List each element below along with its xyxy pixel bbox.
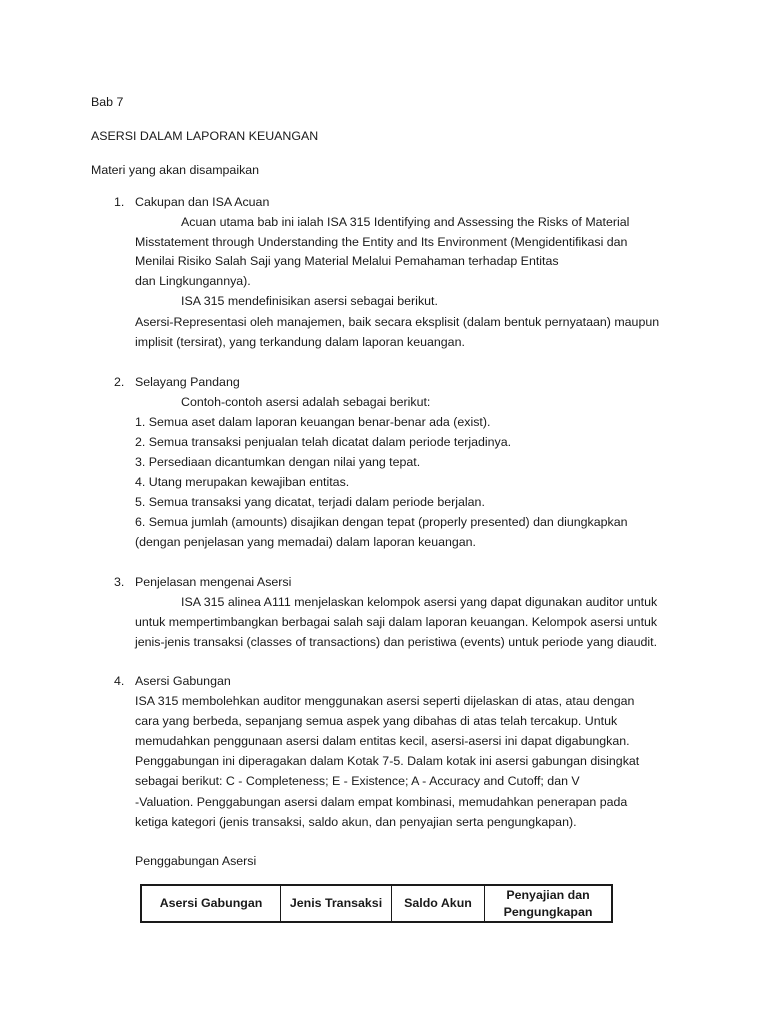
paragraph-line: implisit (tersirat), yang terkandung dalam laporan keuangan. bbox=[135, 335, 465, 349]
paragraph-line: cara yang berbeda, sepanjang semua aspek yang dibahas di atas telah tercakup. Untuk bbox=[135, 714, 618, 728]
paragraph-line: Penggabungan ini diperagakan dalam Kotak 7-5. Dalam kotak ini asersi gabungan disingkat bbox=[135, 754, 640, 768]
table-caption: Penggabungan Asersi bbox=[135, 854, 257, 868]
paragraph-line: untuk mempertimbangkan berbagai salah saji dalam laporan keuangan. Kelompok asersi untuk bbox=[135, 615, 658, 629]
paragraph-line: Acuan utama bab ini ialah ISA 315 Identifying and Assessing the Risks of Material bbox=[181, 215, 630, 229]
paragraph-line: ISA 315 membolehkan auditor menggunakan asersi seperti dijelaskan di atas, atau dengan bbox=[135, 694, 635, 708]
assertion-table bbox=[140, 884, 613, 923]
paragraph-line: Contoh-contoh asersi adalah sebagai berikut: bbox=[181, 395, 431, 409]
table-header-cell: Penyajian dan Pengungkapan bbox=[503, 887, 593, 919]
list-item: 1. Semua aset dalam laporan keuangan benar-benar ada (exist). bbox=[135, 415, 491, 429]
section-number: 3. bbox=[114, 575, 125, 589]
paragraph-line: ISA 315 mendefinisikan asersi sebagai berikut. bbox=[181, 294, 438, 308]
paragraph-line: memudahkan penggunaan asersi dalam entitas kecil, asersi-asersi ini dapat digabungkan. bbox=[135, 734, 630, 748]
paragraph-line: dan Lingkungannya). bbox=[135, 274, 251, 288]
table-header-cell: Jenis Transaksi bbox=[281, 886, 392, 921]
page-title: ASERSI DALAM LAPORAN KEUANGAN bbox=[91, 129, 319, 143]
paragraph-line: Menilai Risiko Salah Saji yang Material Melalui Pemahaman terhadap Entitas bbox=[135, 254, 559, 268]
paragraph-line: ISA 315 alinea A111 menjelaskan kelompok asersi yang dapat digunakan auditor untuk bbox=[181, 595, 658, 609]
list-item: 5. Semua transaksi yang dicatat, terjadi dalam periode berjalan. bbox=[135, 495, 485, 509]
list-item: 3. Persediaan dicantumkan dengan nilai yang tepat. bbox=[135, 455, 421, 469]
section-heading: Penjelasan mengenai Asersi bbox=[135, 575, 292, 589]
paragraph-line: Misstatement through Understanding the Entity and Its Environment (Mengidentifikasi dan bbox=[135, 235, 628, 249]
section-number: 1. bbox=[114, 195, 125, 209]
paragraph-line: Asersi-Representasi oleh manajemen, baik secara eksplisit (dalam bentuk pernyataan) maupun bbox=[135, 315, 660, 329]
intro-text: Materi yang akan disampaikan bbox=[91, 163, 260, 177]
table-header-cell: Asersi Gabungan bbox=[142, 886, 281, 921]
table-header-cell: Saldo Akun bbox=[392, 886, 485, 921]
paragraph-line: sebagai berikut: C - Completeness; E - Existence; A - Accuracy and Cutoff; dan V bbox=[135, 774, 580, 788]
section-heading: Asersi Gabungan bbox=[135, 674, 231, 688]
list-item: 2. Semua transaksi penjualan telah dicatat dalam periode terjadinya. bbox=[135, 435, 512, 449]
list-item: 6. Semua jumlah (amounts) disajikan dengan tepat (properly presented) dan diungkapkan bbox=[135, 515, 628, 529]
section-heading: Cakupan dan ISA Acuan bbox=[135, 195, 270, 209]
paragraph-line: -Valuation. Penggabungan asersi dalam empat kombinasi, memudahkan penerapan pada bbox=[135, 795, 628, 809]
section-number: 4. bbox=[114, 674, 125, 688]
list-item: (dengan penjelasan yang memadai) dalam laporan keuangan. bbox=[135, 535, 476, 549]
chapter-label: Bab 7 bbox=[91, 95, 124, 109]
paragraph-line: ketiga kategori (jenis transaksi, saldo akun, dan penyajian serta pengungkapan). bbox=[135, 815, 577, 829]
section-heading: Selayang Pandang bbox=[135, 375, 240, 389]
section-number: 2. bbox=[114, 375, 125, 389]
list-item: 4. Utang merupakan kewajiban entitas. bbox=[135, 475, 350, 489]
paragraph-line: jenis-jenis transaksi (classes of transactions) dan peristiwa (events) untuk periode yang diaudit. bbox=[135, 635, 658, 649]
